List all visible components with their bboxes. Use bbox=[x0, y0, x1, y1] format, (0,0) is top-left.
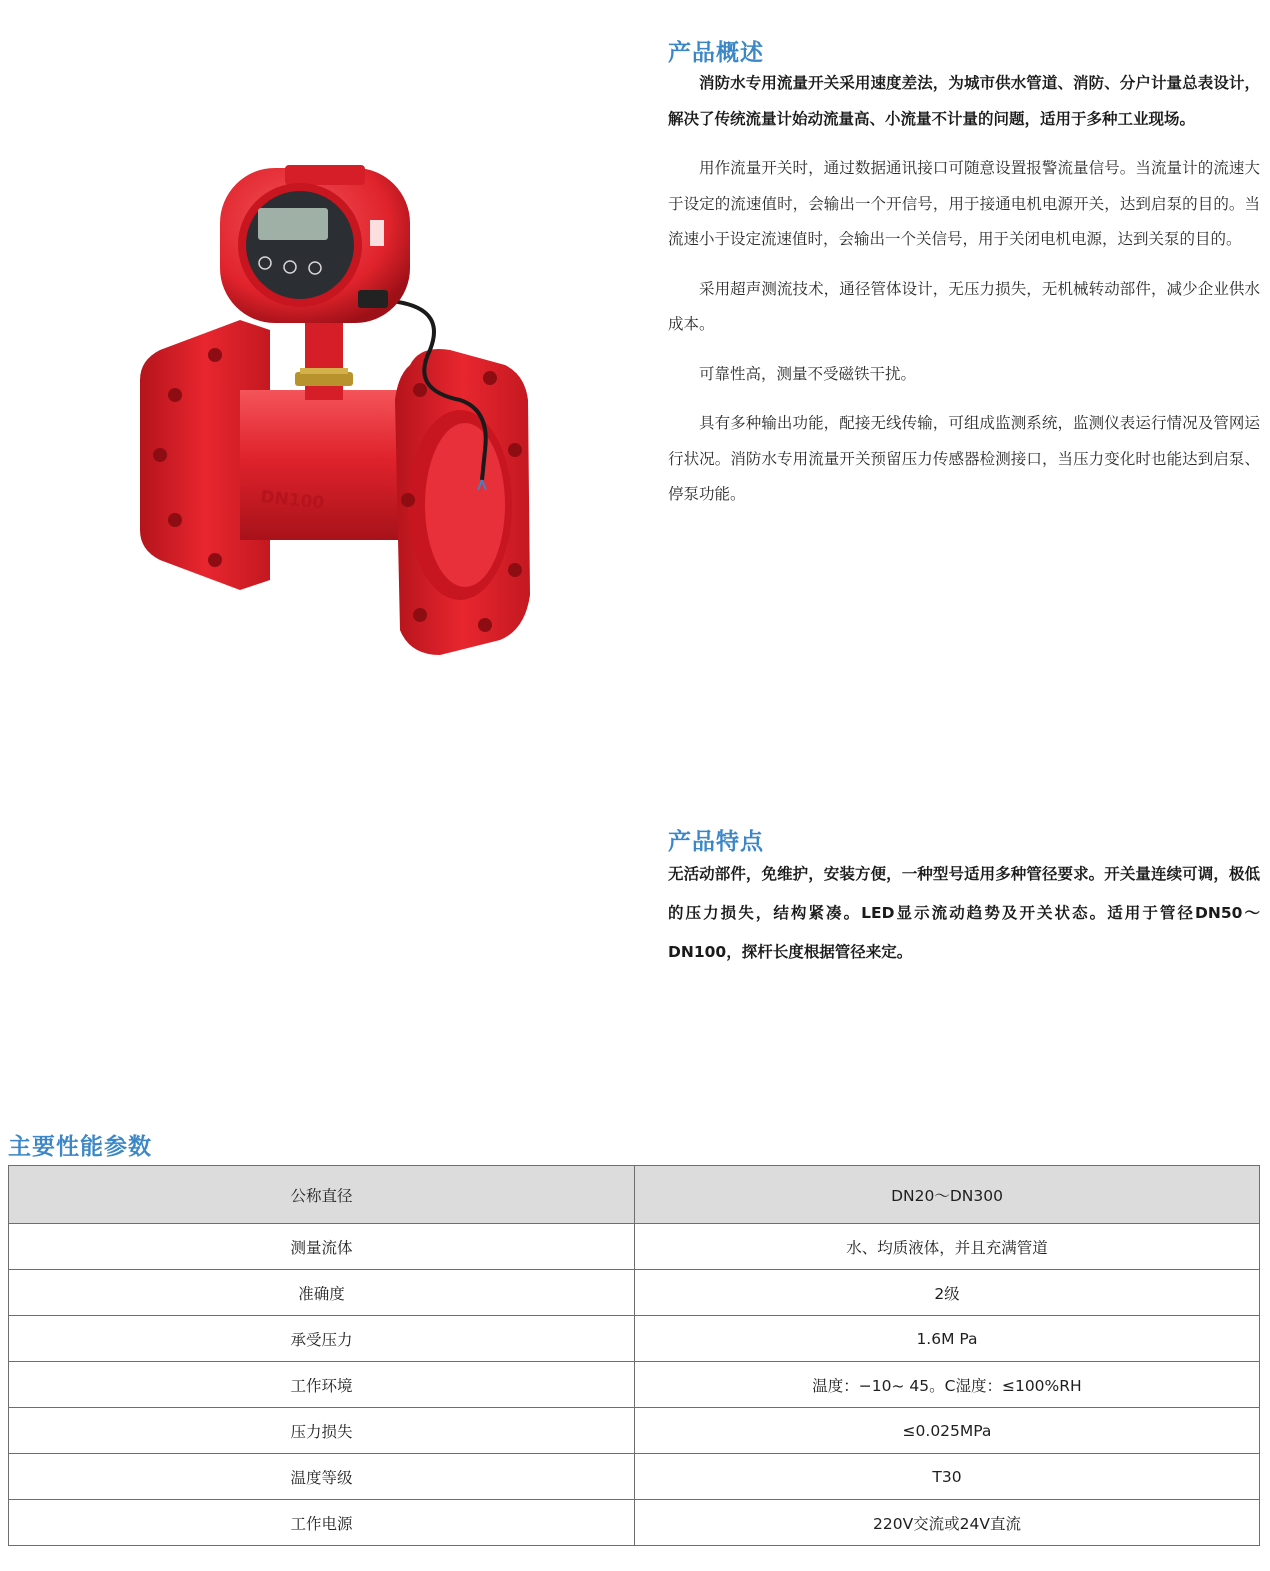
param-value: 1.6M Pa bbox=[635, 1316, 1260, 1362]
table-row bbox=[9, 1362, 1260, 1408]
parameters-heading: 主要性能参数 bbox=[8, 1134, 152, 1160]
param-label: 温度等级 bbox=[9, 1454, 635, 1500]
param-label: 公称直径 bbox=[9, 1166, 635, 1224]
param-label: 准确度 bbox=[9, 1270, 635, 1316]
overview-paragraph: 消防水专用流量开关采用速度差法，为城市供水管道、消防、分户计量总表设计，解决了传统流量计始动流量高、小流量不计量的问题，适用于多种工业现场。 bbox=[668, 74, 1260, 128]
param-value: 220V交流或24V直流 bbox=[635, 1500, 1260, 1546]
table-row bbox=[9, 1454, 1260, 1500]
param-label: 承受压力 bbox=[9, 1316, 635, 1362]
param-value: 温度：−10~ 45。C湿度：≤100%RH bbox=[635, 1362, 1260, 1408]
param-label: 压力损失 bbox=[9, 1408, 635, 1454]
table-row bbox=[9, 1270, 1260, 1316]
overview-paragraph: 用作流量开关时，通过数据通讯接口可随意设置报警流量信号。当流量计的流速大于设定的流速值时，会输出一个开信号，用于接通电机电源开关，达到启泵的目的。当流速小于设定流速值时，会输出一个关信号，用于关闭电机电源，达到关泵的目的。 bbox=[668, 159, 1260, 248]
sensor-stem bbox=[295, 320, 353, 400]
overview-paragraph: 具有多种输出功能，配接无线传输，可组成监测系统，监测仪表运行情况及管网运行状况。消防水专用流量开关预留压力传感器检测接口，当压力变化时也能达到启泵、停泵功能。 bbox=[668, 414, 1260, 503]
right-flange bbox=[395, 349, 530, 655]
lcd-screen bbox=[258, 208, 328, 240]
display-head bbox=[220, 165, 410, 323]
param-label: 工作电源 bbox=[9, 1500, 635, 1546]
table-row bbox=[9, 1408, 1260, 1454]
table-row bbox=[9, 1224, 1260, 1270]
param-value: T30 bbox=[635, 1454, 1260, 1500]
overview-paragraph: 采用超声测流技术，通径管体设计，无压力损失，无机械转动部件，减少企业供水成本。 bbox=[668, 279, 1260, 333]
features-body: 无活动部件，免维护，安装方便，一种型号适用多种管径要求。开关量连续可调，极低的压力损失，结构紧凑。LED显示流动趋势及开关状态。适用于管径DN50～DN100，探杆长度根据管径来定。 bbox=[668, 865, 1260, 961]
overview-paragraph: 可靠性高，测量不受磁铁干扰。 bbox=[699, 364, 917, 383]
product-photo bbox=[120, 150, 540, 670]
table-row bbox=[9, 1166, 1260, 1224]
param-value: DN20～DN300 bbox=[635, 1166, 1260, 1224]
param-label: 工作环境 bbox=[9, 1362, 635, 1408]
param-value: ≤0.025MPa bbox=[635, 1408, 1260, 1454]
param-value: 水、均质液体，并且充满管道 bbox=[635, 1224, 1260, 1270]
features-heading: 产品特点 bbox=[668, 829, 764, 855]
parameters-table bbox=[8, 1165, 1260, 1546]
overview-body bbox=[668, 66, 1260, 527]
body-marking: DN100 bbox=[259, 487, 326, 514]
param-label: 测量流体 bbox=[9, 1224, 635, 1270]
overview-heading: 产品概述 bbox=[668, 40, 764, 66]
qr-label bbox=[370, 220, 384, 246]
table-row bbox=[9, 1500, 1260, 1546]
param-value: 2级 bbox=[635, 1270, 1260, 1316]
table-row bbox=[9, 1316, 1260, 1362]
